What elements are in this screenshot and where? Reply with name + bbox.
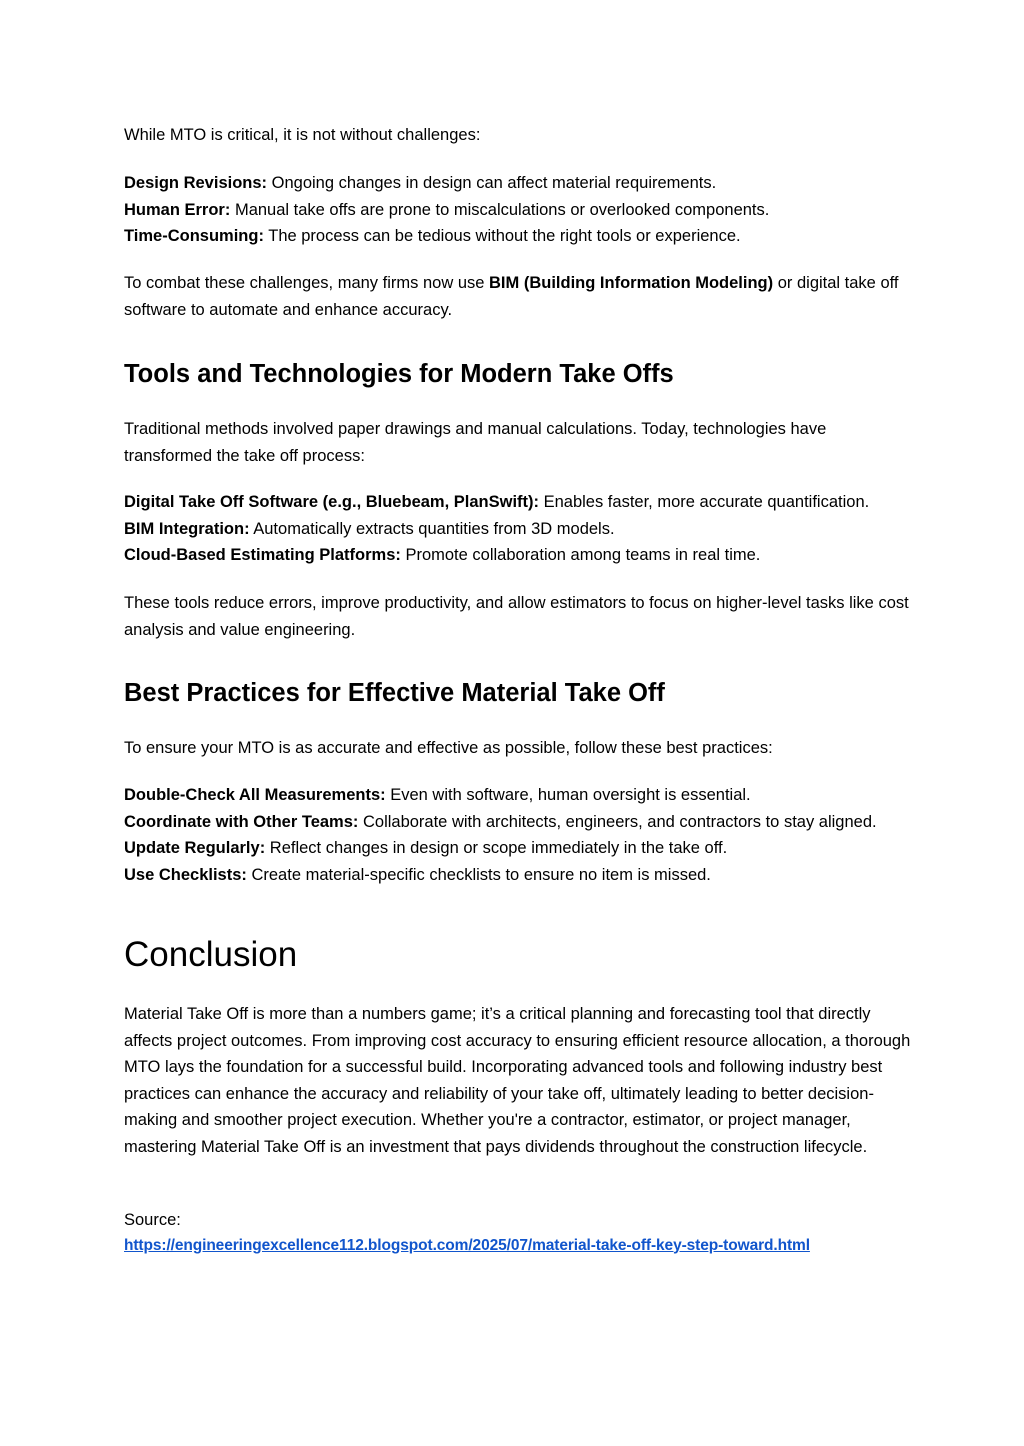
challenges-intro-text: While MTO is critical, it is not without challenges: bbox=[124, 126, 481, 144]
list-item bbox=[124, 489, 914, 516]
item-term: Update Regularly: bbox=[124, 839, 266, 857]
item-desc: Collaborate with architects, engineers, and contractors to stay aligned. bbox=[358, 812, 877, 831]
challenges-list bbox=[124, 170, 914, 250]
tools-list bbox=[124, 489, 914, 569]
item-term: Design Revisions: bbox=[124, 174, 268, 192]
practices-section bbox=[124, 677, 914, 709]
item-desc: Even with software, human oversight is essential. bbox=[385, 786, 751, 804]
item-term: Human Error: bbox=[124, 200, 231, 219]
item-desc: The process can be tedious without the right tools or experience. bbox=[263, 227, 741, 245]
tools-section bbox=[124, 358, 914, 390]
item-term: Cloud-Based Estimating Platforms: bbox=[124, 546, 401, 564]
item-desc: Ongoing changes in design can affect material requirements. bbox=[267, 174, 717, 192]
practices-heading: Best Practices for Effective Material Take Off bbox=[124, 679, 665, 707]
item-term: BIM Integration: bbox=[124, 519, 250, 538]
list-item bbox=[124, 516, 914, 543]
item-desc: Enables faster, more accurate quantification. bbox=[539, 493, 870, 511]
conclusion-heading: Conclusion bbox=[124, 935, 298, 974]
item-desc: Automatically extracts quantities from 3D models. bbox=[249, 519, 615, 538]
combat-bold: BIM (Building Information Modeling) bbox=[489, 274, 774, 292]
item-term: Coordinate with Other Teams: bbox=[124, 812, 359, 831]
source-label: Source: bbox=[124, 1211, 181, 1229]
list-item bbox=[124, 223, 914, 250]
tools-intro-text: Traditional methods involved paper drawings and manual calculations. Today, technologies have transformed the take off process: bbox=[124, 420, 827, 465]
list-item bbox=[124, 197, 914, 224]
list-item bbox=[124, 542, 914, 569]
practices-intro-text: To ensure your MTO is as accurate and effective as possible, follow these best practices: bbox=[124, 739, 773, 757]
tools-heading: Tools and Technologies for Modern Take Offs bbox=[124, 360, 674, 388]
tools-outro bbox=[124, 590, 914, 643]
list-item bbox=[124, 862, 914, 889]
combat-paragraph bbox=[124, 270, 914, 323]
conclusion-text: Material Take Off is more than a numbers game; it’s a critical planning and forecasting tool that directly affects project outcomes. From improving cost accuracy to ensuring efficient resource allocation, a thorough MTO lays the foundation for a successful build. Incorporating advanced tools and following industry best practices can enhance the accuracy and reliability of your take off, ultimately leading to better decision-making and smoother project execution. Whether you're a contractor, estimator, or project manager, mastering Material Take Off is an investment that pays dividends throughout the construction lifecycle. bbox=[124, 1005, 911, 1156]
item-desc: Reflect changes in design or scope immediately in the take off. bbox=[265, 839, 728, 857]
item-term: Digital Take Off Software (e.g., Bluebeam, PlanSwift): bbox=[124, 493, 540, 511]
tools-intro bbox=[124, 416, 914, 469]
conclusion-section bbox=[124, 934, 914, 976]
item-desc: Promote collaboration among teams in real time. bbox=[400, 546, 761, 564]
item-desc: Create material-specific checklists to ensure no item is missed. bbox=[246, 865, 711, 884]
challenges-intro bbox=[124, 122, 914, 149]
list-item bbox=[124, 782, 914, 809]
item-desc: Manual take offs are prone to miscalculations or overlooked components. bbox=[230, 200, 770, 219]
item-term: Time-Consuming: bbox=[124, 227, 264, 245]
source-block bbox=[124, 1207, 914, 1257]
list-item bbox=[124, 835, 914, 862]
list-item bbox=[124, 809, 914, 836]
practices-intro bbox=[124, 735, 914, 762]
item-term: Double-Check All Measurements: bbox=[124, 786, 386, 804]
item-term: Use Checklists: bbox=[124, 865, 247, 884]
practices-list bbox=[124, 782, 914, 888]
combat-before: To combat these challenges, many firms now use bbox=[124, 274, 490, 292]
combat-after: or digital take off software to automate and enhance accuracy. bbox=[124, 274, 899, 319]
conclusion-body bbox=[124, 1001, 914, 1160]
tools-outro-text: These tools reduce errors, improve productivity, and allow estimators to focus on higher-level tasks like cost analysis and value engineering. bbox=[124, 594, 909, 639]
source-link[interactable]: https://engineeringexcellence112.blogspot.com/2025/07/material-take-off-key-step-toward.html bbox=[124, 1236, 810, 1254]
list-item bbox=[124, 170, 914, 197]
